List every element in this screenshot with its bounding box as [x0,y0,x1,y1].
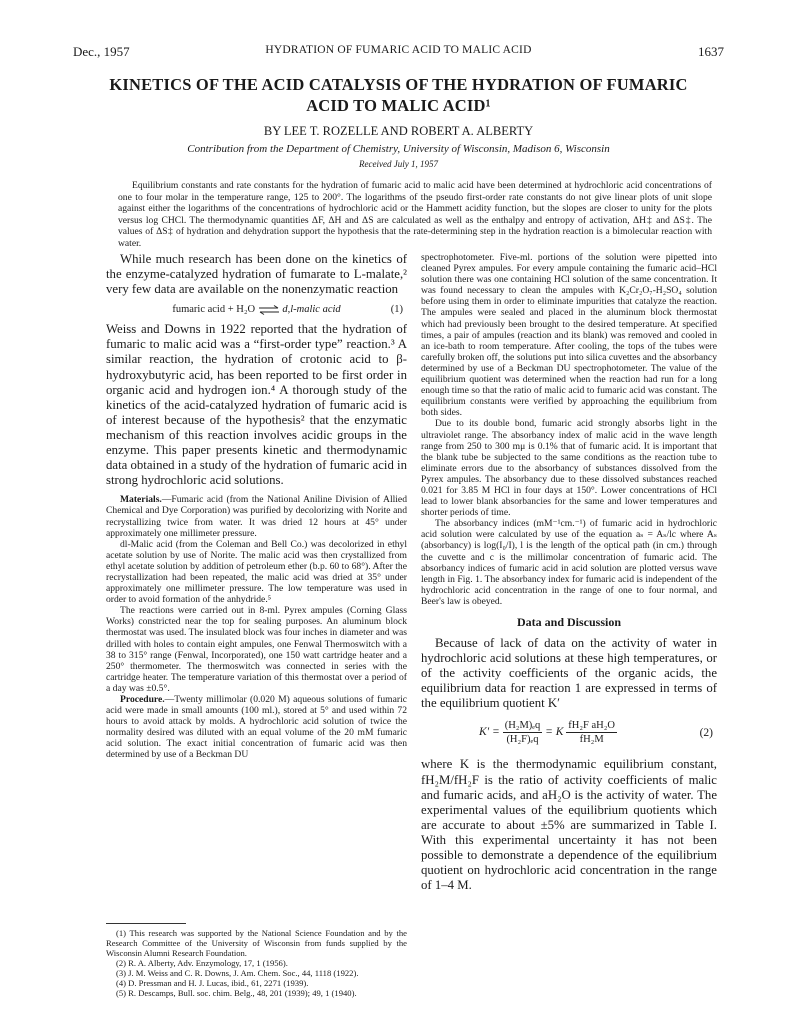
materials-paragraph [106,494,407,538]
eq1-left: fumaric acid + H₂O [172,304,256,316]
right-column [421,252,717,893]
footnote-rule [106,923,186,924]
procedure-text: —Twenty millimolar (0.020 M) aqueous solutions of fumaric acid were made in small amounts (100 ml.), stored at 5° and used within 72 hours to avoid attack by molds. A hydrochloric acid solution of twice the normality desired was diluted with an equal volume of the 20 mM fumaric acid solution. The exact initial concentration of fumaric acid was then determined by use of a Beckman DU [106,694,407,761]
materials-text: —Fumaric acid (from the National Aniline Division of Allied Chemical and Dye Corporation) was purified by decolorizing with Norite and recrystallizing twice from water. It was dried 12 hours at 45° under approximately one millimeter pressure. [106,494,407,539]
footnotes [106,923,407,998]
right-paragraph-1: spectrophotometer. Five-ml. portions of the solution were pipetted into cleaned Pyrex ampules. For every ampule containing the fumaric acid–HCl solution there was one containing HCl solution of the same concentration. It was found necessary to clean the ampules with K₂Cr₂O₇-H₂SO₄ solution before using them in order to eliminate impurities that catalyze the reaction. The ampules were sealed and placed in the aluminum block thermostat which had previously been brought to the desired temperature. At specified times, a pair of ampules (reaction and its blank) was removed and cooled in an ice-bath to room temperature. After cooling, the tops of the tubes were carefully broken off, the solutions put into silica cuvettes and the absorbancy determined by use of a Beckman DU spectrophotometer. The value of the equilibrium quotient was determined when the reaction had run for a long enough time so that the ratio of malic acid to fumaric acid was constant. The equilibrium constants were verified by approaching the equilibrium from both sides. [421,252,717,419]
equation-2 [421,717,717,751]
received-date: Received July 1, 1957 [359,159,438,169]
eq2-numerator-1: (H₂M)ₑq [504,720,541,732]
footnote-3: (3) J. M. Weiss and C. R. Downs, J. Am. Chem. Soc., 44, 1118 (1922). [116,968,359,978]
eq2-lhs: K′ = [479,726,500,739]
eq1-right: d,l-malic acid [282,304,341,316]
affiliation: Contribution from the Department of Chemistry, University of Wisconsin, Madison 6, Wisconsin [187,143,610,155]
right-paragraph-3: The absorbancy indices (mM⁻¹cm.⁻¹) of fumaric acid in hydrochloric acid solution were calculated by use of the equation aₛ = Aₛ/lc where Aₛ (absorbancy) is log(I₀/I), l is the length of the optical path (in cm.) through the cuvette and c is the millimolar concentration of fumaric acid. The absorbancy indices of fumaric acid in acid solution are plotted versus wave length in Fig. 1. The absorbancy index for fumaric acid is independent of the hydrochloric acid concentration in the range of one to four normal, and Beer's law is obeyed. [421,518,717,607]
header-running-title: HYDRATION OF FUMARIC ACID TO MALIC ACID [265,44,532,56]
intro-paragraph-2: Weiss and Downs in 1922 reported that the hydration of fumaric to malic acid was a “first-order type” reaction.³ A similar reaction, the hydration of crotonic acid to β-hydroxybutyric acid, has been reported to be first order in organic acid and hydrogen ion.⁴ A thorough study of the kinetics of the acid-catalyzed hydration of fumaric acid is of interest because of the hypothesis² that the enzymatic mechanism of this reaction involves acidic groups in the enzyme. This paper presents kinetic and thermodynamic data obtained in a study of the hydration of fumaric acid in strong hydrochloric acid solutions. [106,322,407,488]
eq1-number: (1) [390,304,403,316]
header-date: Dec., 1957 [73,44,130,59]
footnote-4: (4) D. Pressman and H. J. Lucas, ibid., 61, 2271 (1939). [116,978,309,988]
authors: BY LEE T. ROZELLE AND ROBERT A. ALBERTY [263,124,534,138]
eq2-number: (2) [699,727,713,740]
eq2-denominator-1: (H₂F)ₑq [506,734,539,746]
materials-heading: Materials. [120,494,162,506]
reactions-paragraph: The reactions were carried out in 8-ml. Pyrex ampules (Corning Glass Works) constricted near the top for sealing purposes. An aluminum block thermostat was used. The insulated block was four inches in diameter and was drilled with holes to contain eight ampules, one Fenwal Thermoswitch with a 38 to 315° range (Fenwal, Incorporated), one 150 watt cartridge heater and a 250° thermometer. The thermoswitch was connected in series with the cartridge heater. The temperature variation of this thermostat over a period of a day was ±0.5°. [106,605,407,694]
eq2-fraction-2 [566,719,617,746]
title-line-1: KINETICS OF THE ACID CATALYSIS OF THE HYDRATION OF FUMARIC [109,75,688,94]
dl-malic-paragraph: dl-Malic acid (from the Coleman and Bell Co.) was decolorized in ethyl acetate solution by use of Norite. The malic acid was then crystallized from ethyl acetate solution by addition of petroleum ether (b.p. 60 to 68°). After the recrystallization had been repeated, the malic acid was dried at 35° under approximately one millimeter pressure. The low temperature was used in order to avoid formation of the anhydride.⁵ [106,538,407,606]
right-paragraph-2: Due to its double bond, fumaric acid strongly absorbs light in the ultraviolet range. The absorbancy index of malic acid in the wave length range from 250 to 300 mμ is 0.1% that of fumaric acid. It is important that the blank tube be subjected to the same conditions as the reaction tube to eliminate errors due to the absorbancy of substances dissolved from the Pyrex ampules. The absorbancy due to these dissolved substances reached 0.021 for 3.85 M HCl in four days at 150°. Lower concentrations of HCl lead to lower blank absorbancies for the same and lower temperatures and shorter periods of time. [421,418,717,519]
abstract: Equilibrium constants and rate constants for the hydration of fumaric acid to malic acid have been determined at hydrochloric acid concentrations of one to four molar in the temperature range, 125 to 200°. The logarithms of the pseudo first-order rate constants do not give linear plots of unit slope against either the logarithms of the concentrations of hydrochloric acid or the Hammett acidity function, but the slopes are closer to unity for the plots versus log CHCl. The thermodynamic quantities ΔF, ΔH and ΔS are calculated as well as the enthalpy and entropy of activation, ΔH‡ and ΔS‡. The values of ΔS‡ of hydration and dehydration support the hypothesis that the rate-determining step in the hydration reaction is a bimolecular reaction with water. [118,180,712,249]
title-line-2: ACID TO MALIC ACID¹ [306,96,491,115]
article-title [73,74,724,116]
section-heading: Data and Discussion [516,615,622,629]
intro-paragraph-1: While much research has been done on the kinetics of the enzyme-catalyzed hydration of fumarate to L-malate,² very few data are available on the nonenzymatic reaction [106,252,407,297]
eq2-mid: = K [545,726,564,739]
eq2-fraction-1 [503,719,543,746]
left-column [106,252,407,761]
footnote-1: (1) This research was supported by the National Science Foundation and by the Research Committee of the University of Wisconsin from funds supplied by the Wisconsin Alumni Research Foundation. [106,928,407,958]
procedure-paragraph [106,694,407,761]
eq2-denominator-2: fH₂M [579,734,604,746]
eq2-numerator-2: fH₂F aH₂O [568,720,615,732]
footnote-2: (2) R. A. Alberty, Adv. Enzymology, 17, 1 (1956). [116,958,288,968]
equilibrium-arrows-icon [258,305,280,315]
equation-1 [106,304,407,315]
running-header [73,44,724,60]
right-paragraph-4: Because of lack of data on the activity of water in hydrochloric acid solutions at these high temperatures, or of the activity coefficients of the organic acids, the equilibrium data for reaction 1 are expressed in terms of the equilibrium quotient K′ [421,636,717,711]
header-page-number: 1637 [698,44,724,59]
footnote-5: (5) R. Descamps, Bull. soc. chim. Belg., 48, 201 (1939); 49, 1 (1940). [116,988,357,998]
procedure-heading: Procedure. [120,694,165,705]
right-paragraph-5: where K is the thermodynamic equilibrium constant, fH₂M/fH₂F is the ratio of activity coefficients of malic and fumaric acids, and aH₂O is the activity of water. The experimental values of the equilibrium quotients which are accurate to about ±5% are summarized in Table I. With this experimental uncertainty it has not been possible to demonstrate a dependence of the equilibrium quotient on hydrochloric acid concentration in the range of 1–4 M. [421,757,717,893]
